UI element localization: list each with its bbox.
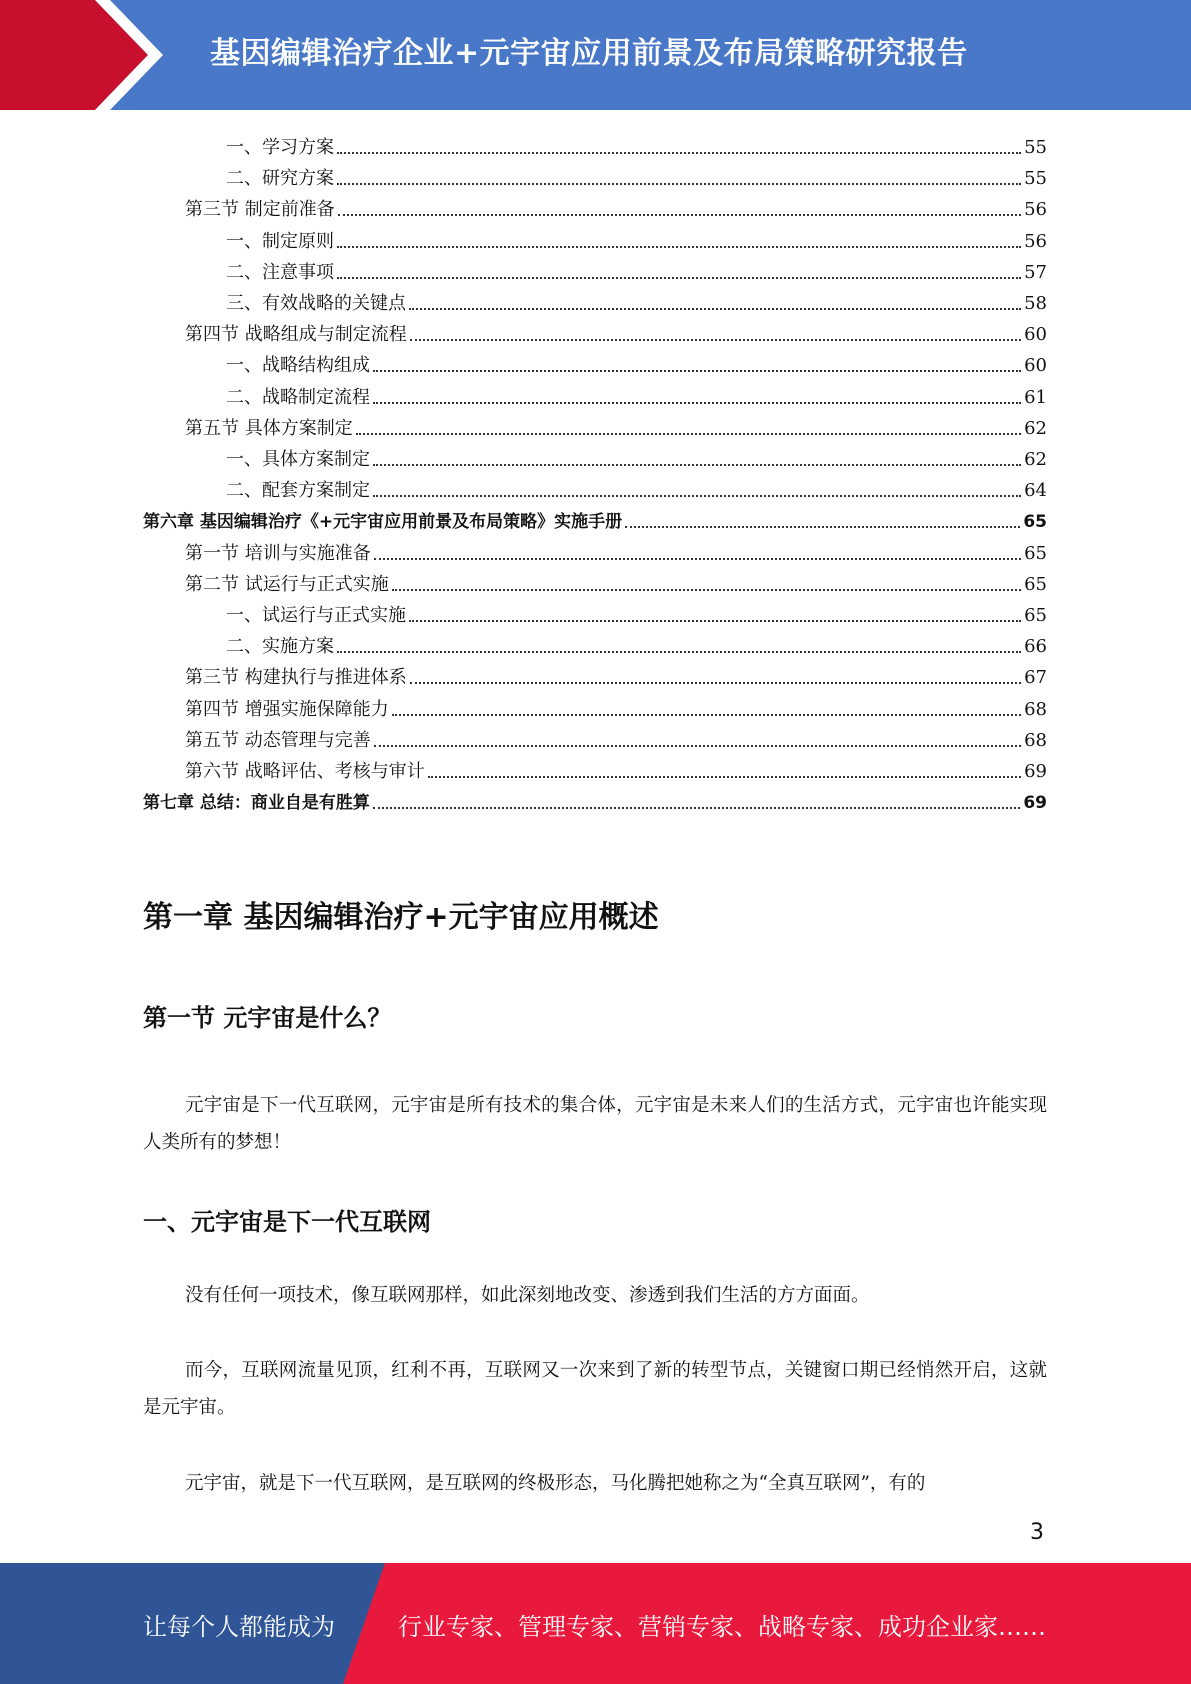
toc-leader-dots — [374, 744, 1021, 747]
toc-entry-page: 64 — [1024, 480, 1047, 502]
toc-entry-title: 二、实施方案 — [226, 636, 334, 658]
toc-entry[interactable] — [185, 565, 1047, 596]
toc-entry[interactable] — [226, 596, 1047, 627]
chapter-heading: 第一章 基因编辑治疗+元宇宙应用概述 — [143, 900, 659, 935]
toc-leader-dots — [409, 619, 1021, 622]
toc-leader-dots — [410, 338, 1021, 341]
toc-entry-page: 65 — [1023, 512, 1047, 533]
toc-leader-dots — [337, 182, 1021, 185]
toc-entry-page: 57 — [1024, 261, 1047, 283]
toc-leader-dots — [337, 276, 1021, 279]
toc-entry[interactable] — [226, 253, 1047, 284]
toc-entry[interactable] — [226, 378, 1047, 409]
toc-leader-dots — [625, 525, 1020, 528]
toc-entry-title: 一、制定原则 — [226, 230, 334, 252]
toc-entry[interactable] — [185, 658, 1047, 689]
footer-slogan-right: 行业专家、管理专家、营销专家、战略专家、成功企业家…… — [398, 1613, 1046, 1641]
toc-leader-dots — [392, 588, 1021, 591]
toc-leader-dots — [337, 650, 1021, 653]
toc-entry-title: 一、具体方案制定 — [226, 449, 370, 470]
toc-leader-dots — [410, 681, 1021, 684]
toc-leader-dots — [373, 369, 1021, 372]
footer-slogan-left: 让每个人都能成为 — [143, 1613, 335, 1641]
toc-entry-title: 二、研究方案 — [226, 168, 334, 190]
toc-entry[interactable] — [185, 409, 1047, 440]
toc-entry-title: 第二节 试运行与正式实施 — [185, 573, 389, 595]
toc-entry[interactable] — [226, 159, 1047, 190]
header-title: 基因编辑治疗企业+元宇宙应用前景及布局策略研究报告 — [210, 36, 968, 71]
toc-entry-title: 第七章 总结：商业自是有胜算 — [143, 793, 370, 814]
toc-leader-dots — [409, 307, 1021, 310]
toc-entry[interactable] — [226, 284, 1047, 315]
toc-entry-title: 第六章 基因编辑治疗《+元宇宙应用前景及布局策略》实施手册 — [143, 512, 623, 533]
toc-leader-dots — [337, 151, 1021, 154]
toc-leader-dots — [373, 806, 1020, 809]
toc-entry-title: 第三节 制定前准备 — [185, 199, 335, 221]
toc-entry-page: 56 — [1024, 199, 1047, 221]
toc-entry-title: 第五节 具体方案制定 — [185, 417, 353, 439]
toc-entry-title: 第六节 战略评估、考核与审计 — [185, 761, 425, 782]
toc-entry-title: 二、配套方案制定 — [226, 480, 370, 502]
toc-entry-page: 62 — [1024, 417, 1047, 439]
toc-entry-title: 二、战略制定流程 — [226, 386, 370, 408]
toc-entry-page: 68 — [1024, 698, 1047, 720]
toc-entry-page: 69 — [1024, 761, 1047, 782]
toc-entry[interactable] — [185, 534, 1047, 565]
toc-entry-page: 68 — [1024, 729, 1047, 751]
toc-leader-dots — [392, 713, 1021, 716]
toc-entry-page: 60 — [1024, 324, 1047, 346]
toc-entry-page: 67 — [1024, 667, 1047, 689]
paragraph-3: 而今，互联网流量见顶，红利不再，互联网又一次来到了新的转型节点，关键窗口期已经悄然开启，这就是元宇宙。 — [143, 1360, 1047, 1418]
toc-entry-page: 55 — [1024, 168, 1047, 190]
toc-entry-page: 66 — [1024, 636, 1047, 658]
toc-entry-page: 62 — [1024, 449, 1047, 470]
toc-entry-title: 一、试运行与正式实施 — [226, 605, 406, 626]
toc-leader-dots — [356, 432, 1021, 435]
toc-entry-title: 第三节 构建执行与推进体系 — [185, 667, 407, 689]
toc-entry-page: 60 — [1024, 355, 1047, 377]
toc-entry-title: 第一节 培训与实施准备 — [185, 542, 371, 564]
section-heading: 第一节 元宇宙是什么？ — [143, 1004, 392, 1032]
toc-entry-title: 二、注意事项 — [226, 261, 334, 283]
toc-entry[interactable] — [226, 346, 1047, 377]
toc-entry[interactable] — [226, 627, 1047, 658]
toc-entry[interactable] — [226, 471, 1047, 502]
toc-entry[interactable] — [226, 128, 1047, 159]
page-footer — [0, 1563, 1191, 1684]
toc-entry-title: 一、战略结构组成 — [226, 355, 370, 377]
toc-entry-title: 第四节 战略组成与制定流程 — [185, 324, 407, 346]
toc-entry[interactable] — [185, 752, 1047, 783]
toc-leader-dots — [374, 557, 1021, 560]
toc-entry[interactable] — [143, 502, 1047, 533]
toc-entry-page: 56 — [1024, 230, 1047, 252]
toc-entry[interactable] — [185, 690, 1047, 721]
toc-leader-dots — [373, 401, 1021, 404]
toc-leader-dots — [337, 245, 1021, 248]
paragraph-2: 没有任何一项技术，像互联网那样，如此深刻地改变、渗透到我们生活的方方面面。 — [185, 1285, 870, 1306]
toc-entry-title: 第四节 增强实施保障能力 — [185, 698, 389, 720]
toc-leader-dots — [338, 213, 1021, 216]
toc-entry-page: 69 — [1023, 793, 1047, 814]
toc-leader-dots — [373, 494, 1021, 497]
paragraph-4: 元宇宙，就是下一代互联网，是互联网的终极形态，马化腾把她称之为“全真互联网”，有的 — [185, 1473, 926, 1494]
toc-leader-dots — [373, 463, 1021, 466]
toc-entry[interactable] — [185, 315, 1047, 346]
toc-entry-title: 一、学习方案 — [226, 137, 334, 158]
toc-entry-page: 65 — [1024, 542, 1047, 564]
toc-entry[interactable] — [185, 721, 1047, 752]
toc-entry[interactable] — [226, 222, 1047, 253]
toc-entry[interactable] — [226, 440, 1047, 471]
toc-entry-page: 61 — [1024, 386, 1047, 408]
page-header — [0, 0, 1191, 110]
toc-leader-dots — [428, 775, 1021, 778]
toc-entry[interactable] — [185, 190, 1047, 221]
toc-entry-page: 65 — [1024, 573, 1047, 595]
toc-entry[interactable] — [143, 783, 1047, 814]
toc-entry-page: 58 — [1024, 293, 1047, 314]
toc-entry-title: 第五节 动态管理与完善 — [185, 729, 371, 751]
subsection-heading: 一、元宇宙是下一代互联网 — [143, 1208, 431, 1236]
toc-entry-title: 三、有效战略的关键点 — [226, 293, 406, 314]
toc-entry-page: 55 — [1024, 137, 1047, 158]
paragraph-intro: 元宇宙是下一代互联网，元宇宙是所有技术的集合体，元宇宙是未来人们的生活方式，元宇宙也许能实现人类所有的梦想！ — [143, 1095, 1047, 1153]
page-number: 3 — [1030, 1520, 1044, 1545]
toc-entry-page: 65 — [1024, 605, 1047, 626]
